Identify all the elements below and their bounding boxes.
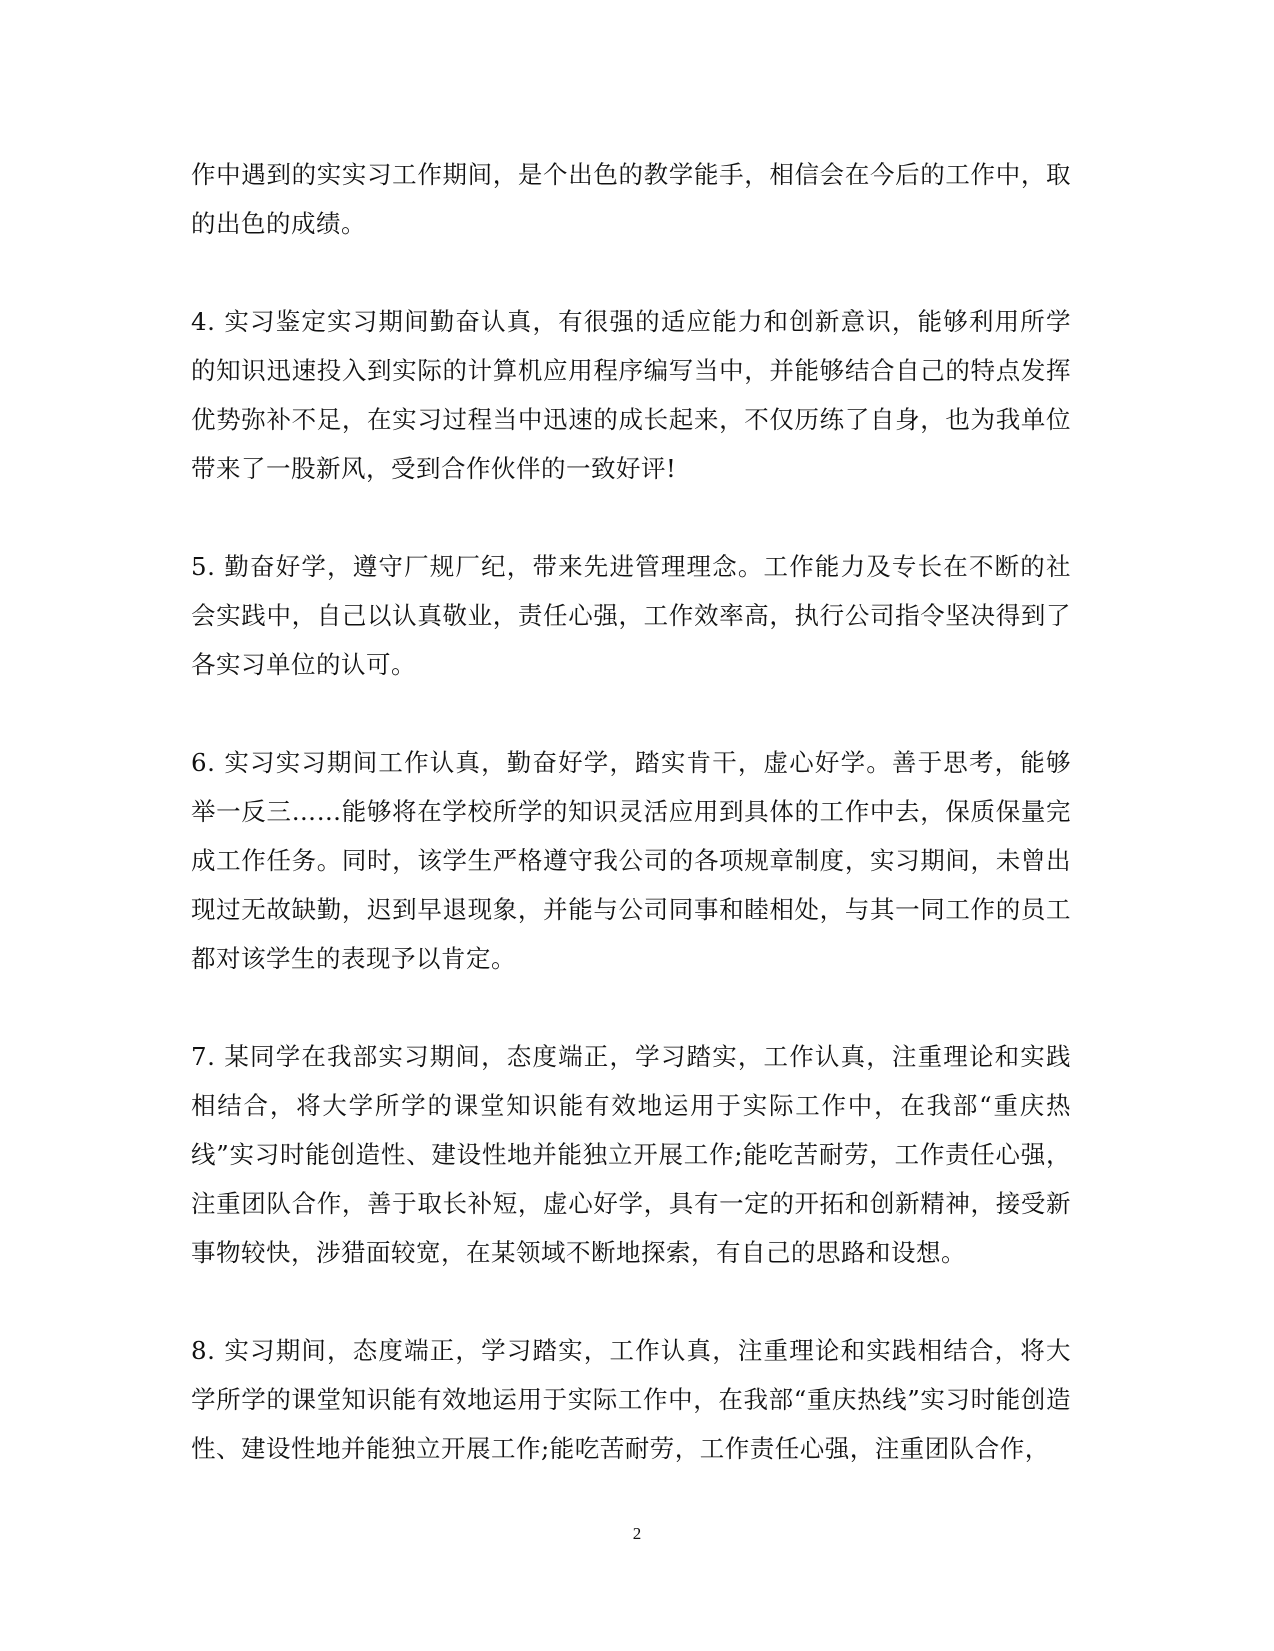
page-number: 2 bbox=[632, 1524, 642, 1543]
paragraph-item-8: 8. 实习期间，态度端正，学习踏实，工作认真，注重理论和实践相结合，将大学所学的课堂知识能有效地运用于实际工作中，在我部“重庆热线”实习时能创造性、建设性地并能独立开展工作;能吃苦耐劳，工作责任心强，注重团队合作， bbox=[191, 1336, 1071, 1463]
paragraph-item-4: 4. 实习鉴定实习期间勤奋认真，有很强的适应能力和创新意识，能够利用所学的知识迅速投入到实际的计算机应用程序编写当中，并能够结合自己的特点发挥优势弥补不足，在实习过程当中迅速的成长起来，不仅历练了自身，也为我单位带来了一股新风，受到合作伙伴的一致好评! bbox=[191, 307, 1071, 483]
paragraph-item-6: 6. 实习实习期间工作认真，勤奋好学，踏实肯干，虚心好学。善于思考，能够举一反三……能够将在学校所学的知识灵活应用到具体的工作中去，保质保量完成工作任务。同时，该学生严格遵守我公司的各项规章制度，实习期间，未曾出现过无故缺勤，迟到早退现象，并能与公司同事和睦相处，与其一同工作的员工都对该学生的表现予以肯定。 bbox=[191, 748, 1071, 973]
document-body bbox=[191, 150, 1071, 1522]
paragraph-continuation: 作中遇到的实实习工作期间，是个出色的教学能手，相信会在今后的工作中，取的出色的成绩。 bbox=[191, 160, 1071, 238]
paragraph-item-5: 5. 勤奋好学，遵守厂规厂纪，带来先进管理理念。工作能力及专长在不断的社会实践中，自己以认真敬业，责任心强，工作效率高，执行公司指令坚决得到了各实习单位的认可。 bbox=[191, 552, 1071, 679]
paragraph-item-7: 7. 某同学在我部实习期间，态度端正，学习踏实，工作认真，注重理论和实践相结合，将大学所学的课堂知识能有效地运用于实际工作中，在我部“重庆热线”实习时能创造性、建设性地并能独立开展工作;能吃苦耐劳，工作责任心强，注重团队合作，善于取长补短，虚心好学，具有一定的开拓和创新精神，接受新事物较快，涉猎面较宽，在某领域不断地探索，有自己的思路和设想。 bbox=[191, 1042, 1071, 1267]
